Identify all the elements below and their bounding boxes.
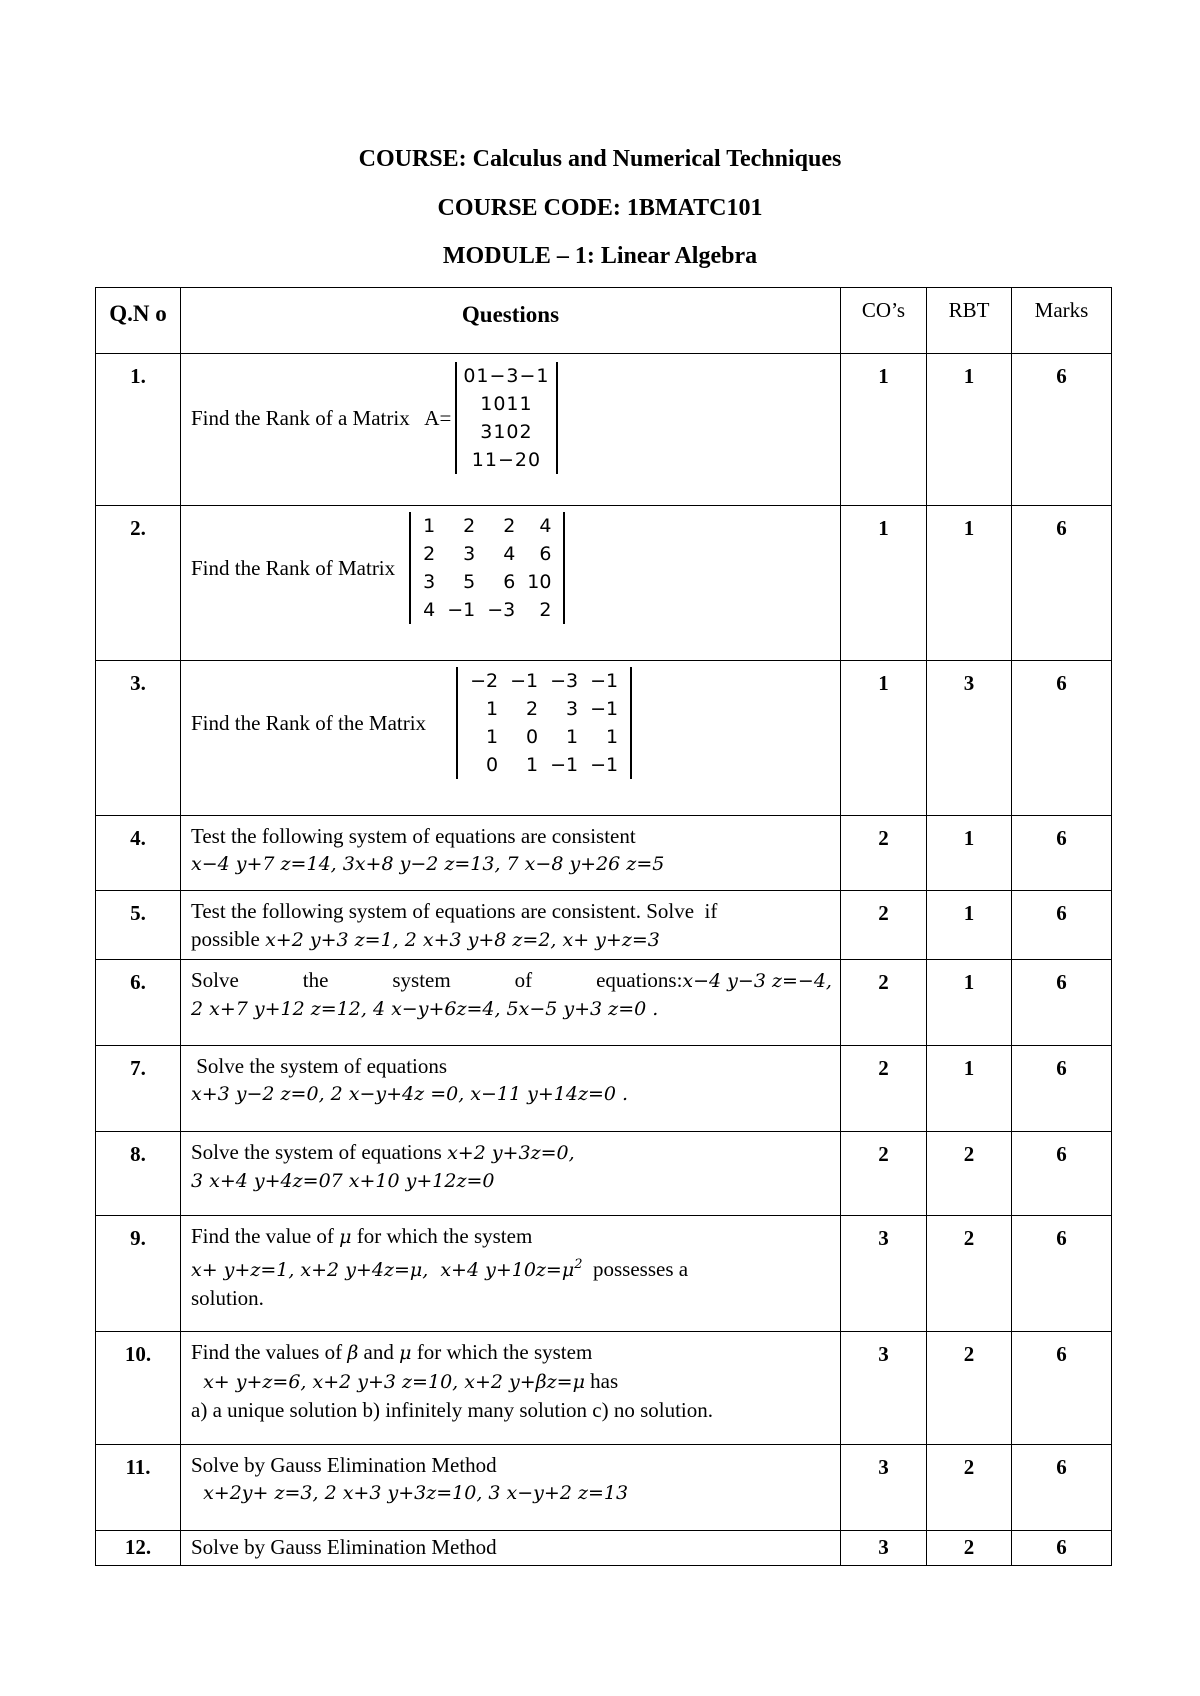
rbt-value: 1 bbox=[927, 1046, 1012, 1132]
question-text: for which the system bbox=[411, 1340, 593, 1364]
question bbox=[181, 960, 841, 1046]
col-header-questions: Questions bbox=[181, 288, 841, 354]
matrix-row: 11−20 bbox=[471, 449, 542, 471]
question-text: solution. bbox=[191, 1286, 264, 1310]
table-row bbox=[96, 1445, 1112, 1531]
matrix-cell: 3 bbox=[463, 543, 476, 565]
matrix-cell: −1 bbox=[550, 754, 579, 776]
matrix bbox=[409, 512, 565, 624]
matrix-cell: −2 bbox=[470, 670, 499, 692]
qno: 3. bbox=[96, 661, 181, 816]
co-value: 1 bbox=[841, 354, 927, 506]
qno: 2. bbox=[96, 506, 181, 661]
question bbox=[181, 1332, 841, 1445]
qno: 9. bbox=[96, 1216, 181, 1332]
qno: 6. bbox=[96, 960, 181, 1046]
matrix bbox=[456, 667, 632, 779]
question-text: possible bbox=[191, 927, 266, 951]
matrix-cell: 0 bbox=[485, 754, 499, 776]
question-text: Find the Rank of the Matrix bbox=[191, 711, 427, 735]
marks-value: 6 bbox=[1012, 1445, 1112, 1531]
matrix-cell: 1 bbox=[485, 726, 499, 748]
marks-value: 6 bbox=[1012, 816, 1112, 891]
question-text: Find the Rank of Matrix bbox=[191, 556, 396, 580]
mu-symbol: μ bbox=[339, 1226, 352, 1248]
qno: 1. bbox=[96, 354, 181, 506]
question-text: has bbox=[584, 1369, 619, 1393]
rbt-value: 2 bbox=[927, 1132, 1012, 1216]
co-value: 2 bbox=[841, 891, 927, 960]
co-value: 1 bbox=[841, 661, 927, 816]
marks-value: 6 bbox=[1012, 1332, 1112, 1445]
marks-value: 6 bbox=[1012, 354, 1112, 506]
matrix-cell: −1 bbox=[590, 670, 619, 692]
question-text: Solve by Gauss Elimination Method bbox=[191, 1453, 497, 1477]
rbt-value: 1 bbox=[927, 960, 1012, 1046]
superscript: 2 bbox=[574, 1257, 583, 1272]
table-header-row bbox=[96, 288, 1112, 354]
mu-symbol: μ bbox=[399, 1342, 412, 1364]
question-text: Test the following system of equations are consistent bbox=[191, 824, 636, 848]
question-text: a) a unique solution b) infinitely many solution c) no solution. bbox=[191, 1398, 714, 1422]
qno: 11. bbox=[96, 1445, 181, 1531]
table-row bbox=[96, 1216, 1112, 1332]
matrix-row: 3102 bbox=[480, 421, 533, 443]
question bbox=[181, 1445, 841, 1531]
question-word: system bbox=[392, 968, 451, 992]
table-row bbox=[96, 661, 1112, 816]
matrix-cell: 4 bbox=[423, 599, 436, 621]
question-text: Solve the system of equations bbox=[191, 1054, 448, 1078]
question-text: Solve by Gauss Elimination Method bbox=[191, 1535, 497, 1559]
matrix-cell: 4 bbox=[539, 515, 552, 537]
matrix-cell: 10 bbox=[527, 571, 552, 593]
col-header-marks: Marks bbox=[1012, 288, 1112, 354]
qno: 10. bbox=[96, 1332, 181, 1445]
question-text: possesses a bbox=[582, 1257, 689, 1281]
co-value: 3 bbox=[841, 1445, 927, 1531]
co-value: 2 bbox=[841, 1046, 927, 1132]
table-row bbox=[96, 891, 1112, 960]
question-text: Test the following system of equations are consistent. Solve if bbox=[191, 899, 718, 923]
equations: x+3 y−2 z=0, 2 x−y+4z =0, x−11 y+14z=0 . bbox=[191, 1083, 629, 1105]
question bbox=[181, 506, 841, 661]
co-value: 2 bbox=[841, 1132, 927, 1216]
table-row bbox=[96, 816, 1112, 891]
matrix-cell: 2 bbox=[503, 515, 516, 537]
matrix-cell: 6 bbox=[539, 543, 552, 565]
qno: 5. bbox=[96, 891, 181, 960]
matrix-cell: −1 bbox=[590, 754, 619, 776]
equations: x+ y+z=6, x+2 y+3 z=10, x+2 y+βz=μ bbox=[191, 1371, 585, 1393]
matrix-cell: 1 bbox=[526, 754, 539, 776]
qno: 12. bbox=[96, 1531, 181, 1566]
question-word: the bbox=[302, 968, 329, 992]
matrix-cell: 2 bbox=[526, 698, 539, 720]
beta-symbol: β bbox=[347, 1342, 359, 1364]
questions-table bbox=[95, 287, 1112, 1566]
equations: 2 x+7 y+12 z=12, 4 x−y+6z=4, 5x−5 y+3 z=0 . bbox=[191, 998, 659, 1020]
matrix-cell: −3 bbox=[550, 670, 579, 692]
matrix-cell: 1 bbox=[485, 698, 499, 720]
rbt-value: 1 bbox=[927, 506, 1012, 661]
qno: 7. bbox=[96, 1046, 181, 1132]
co-value: 3 bbox=[841, 1216, 927, 1332]
marks-value: 6 bbox=[1012, 960, 1112, 1046]
matrix-cell: 5 bbox=[463, 571, 476, 593]
matrix-cell: 0 bbox=[526, 726, 539, 748]
table-row bbox=[96, 1531, 1112, 1566]
co-value: 3 bbox=[841, 1531, 927, 1566]
col-header-rbt: RBT bbox=[927, 288, 1012, 354]
equations: x+2 y+3z=0, bbox=[447, 1142, 575, 1164]
matrix-cell: 3 bbox=[566, 698, 579, 720]
question-text: Find the Rank of a Matrix A= bbox=[191, 406, 452, 430]
rbt-value: 1 bbox=[927, 891, 1012, 960]
question bbox=[181, 816, 841, 891]
matrix-row: 01−3−1 bbox=[463, 365, 550, 387]
marks-value: 6 bbox=[1012, 1132, 1112, 1216]
marks-value: 6 bbox=[1012, 1531, 1112, 1566]
matrix-cell: 3 bbox=[423, 571, 436, 593]
equations: x+2 y+3 z=1, 2 x+3 y+8 z=2, x+ y+z=3 bbox=[265, 929, 660, 951]
equations: x−4 y−3 z=−4, bbox=[682, 970, 832, 992]
question-text: Find the value of bbox=[191, 1224, 340, 1248]
matrix-row: 1011 bbox=[480, 393, 533, 415]
matrix-cell: 2 bbox=[539, 599, 552, 621]
col-header-qno: Q.N o bbox=[96, 288, 181, 354]
question bbox=[181, 354, 841, 506]
qno: 8. bbox=[96, 1132, 181, 1216]
question-word: equations: bbox=[596, 968, 683, 992]
matrix-cell: 1 bbox=[606, 726, 619, 748]
rbt-value: 2 bbox=[927, 1332, 1012, 1445]
rbt-value: 1 bbox=[927, 816, 1012, 891]
matrix-cell: 4 bbox=[503, 543, 516, 565]
rbt-value: 1 bbox=[927, 354, 1012, 506]
matrix-cell: 6 bbox=[503, 571, 516, 593]
rbt-value: 2 bbox=[927, 1531, 1012, 1566]
question bbox=[181, 891, 841, 960]
table-row bbox=[96, 354, 1112, 506]
matrix-cell: 1 bbox=[423, 515, 436, 537]
co-value: 3 bbox=[841, 1332, 927, 1445]
matrix-cell: −1 bbox=[590, 698, 619, 720]
matrix bbox=[455, 362, 557, 474]
marks-value: 6 bbox=[1012, 506, 1112, 661]
marks-value: 6 bbox=[1012, 891, 1112, 960]
course-title: COURSE: Calculus and Numerical Techniques bbox=[358, 146, 842, 172]
module-title: MODULE – 1: Linear Algebra bbox=[442, 243, 758, 269]
matrix-cell: 2 bbox=[423, 543, 436, 565]
table-row bbox=[96, 1132, 1112, 1216]
question-text: and bbox=[358, 1340, 400, 1364]
question bbox=[181, 1046, 841, 1132]
col-header-cos: CO’s bbox=[841, 288, 927, 354]
question bbox=[181, 1216, 841, 1332]
rbt-value: 2 bbox=[927, 1216, 1012, 1332]
question-word: of bbox=[514, 968, 533, 992]
co-value: 1 bbox=[841, 506, 927, 661]
matrix-cell: −1 bbox=[447, 599, 476, 621]
equations: x−4 y+7 z=14, 3x+8 y−2 z=13, 7 x−8 y+26 z=5 bbox=[191, 853, 665, 875]
equations: x+ y+z=1, x+2 y+4z=μ, x+4 y+10z=μ bbox=[191, 1259, 575, 1281]
qno: 4. bbox=[96, 816, 181, 891]
table-row bbox=[96, 1046, 1112, 1132]
table-row bbox=[96, 506, 1112, 661]
question bbox=[181, 661, 841, 816]
table-row bbox=[96, 1332, 1112, 1445]
co-value: 2 bbox=[841, 960, 927, 1046]
question-word: Solve bbox=[191, 968, 239, 992]
marks-value: 6 bbox=[1012, 1216, 1112, 1332]
co-value: 2 bbox=[841, 816, 927, 891]
marks-value: 6 bbox=[1012, 661, 1112, 816]
equations: 3 x+4 y+4z=07 x+10 y+12z=0 bbox=[191, 1170, 495, 1192]
question bbox=[181, 1531, 841, 1566]
table-row bbox=[96, 960, 1112, 1046]
equations: x+2y+ z=3, 2 x+3 y+3z=10, 3 x−y+2 z=13 bbox=[191, 1482, 629, 1504]
question-text: Solve the system of equations bbox=[191, 1140, 448, 1164]
marks-value: 6 bbox=[1012, 1046, 1112, 1132]
matrix-cell: 2 bbox=[463, 515, 476, 537]
matrix-cell: −3 bbox=[487, 599, 516, 621]
course-code: COURSE CODE: 1BMATC101 bbox=[437, 195, 763, 221]
matrix-cell: 1 bbox=[566, 726, 579, 748]
rbt-value: 3 bbox=[927, 661, 1012, 816]
rbt-value: 2 bbox=[927, 1445, 1012, 1531]
question-text: for which the system bbox=[351, 1224, 533, 1248]
question bbox=[181, 1132, 841, 1216]
matrix-cell: −1 bbox=[510, 670, 539, 692]
question-text: Find the values of bbox=[191, 1340, 348, 1364]
